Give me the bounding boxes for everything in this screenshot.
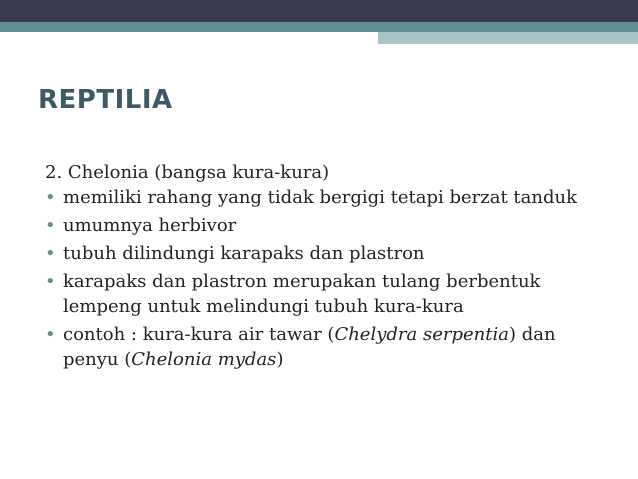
- bullet-item-example: [45, 322, 605, 372]
- example-prefix: contoh :: [63, 324, 143, 345]
- bullet-text: memiliki rahang yang tidak bergigi tetapi berzat tanduk: [63, 187, 577, 208]
- example-text-3: ): [276, 349, 284, 370]
- slide-title: REPTILIA: [38, 85, 173, 115]
- bullet-text: karapaks dan plastron merupakan tulang berbentuk lempeng untuk melindungi tubuh kura-kura: [63, 271, 541, 317]
- bullet-item: [45, 213, 605, 238]
- header-band-light: [378, 32, 638, 44]
- bullet-dot: •: [45, 215, 56, 236]
- example-text-1: kura-kura air tawar (: [142, 324, 335, 345]
- slide-body: [45, 160, 605, 375]
- header-band-teal: [0, 22, 638, 32]
- species-name-chelydra: Chelydra serpentia: [334, 324, 509, 345]
- bullet-dot: •: [45, 243, 56, 264]
- bullet-dot: •: [45, 271, 56, 292]
- example-text-2: ) dan penyu (: [63, 324, 556, 370]
- header-band-dark: [0, 0, 638, 22]
- species-name-chelonia: Chelonia mydas: [131, 349, 277, 370]
- bullet-item: [45, 269, 605, 319]
- bullet-list: [45, 185, 605, 372]
- bullet-item: [45, 185, 605, 210]
- bullet-dot: •: [45, 187, 56, 208]
- subheading: 2. Chelonia (bangsa kura-kura): [45, 162, 330, 183]
- bullet-text: tubuh dilindungi karapaks dan plastron: [63, 243, 425, 264]
- bullet-text: umumnya herbivor: [63, 215, 237, 236]
- bullet-dot: •: [45, 324, 56, 345]
- bullet-item: [45, 241, 605, 266]
